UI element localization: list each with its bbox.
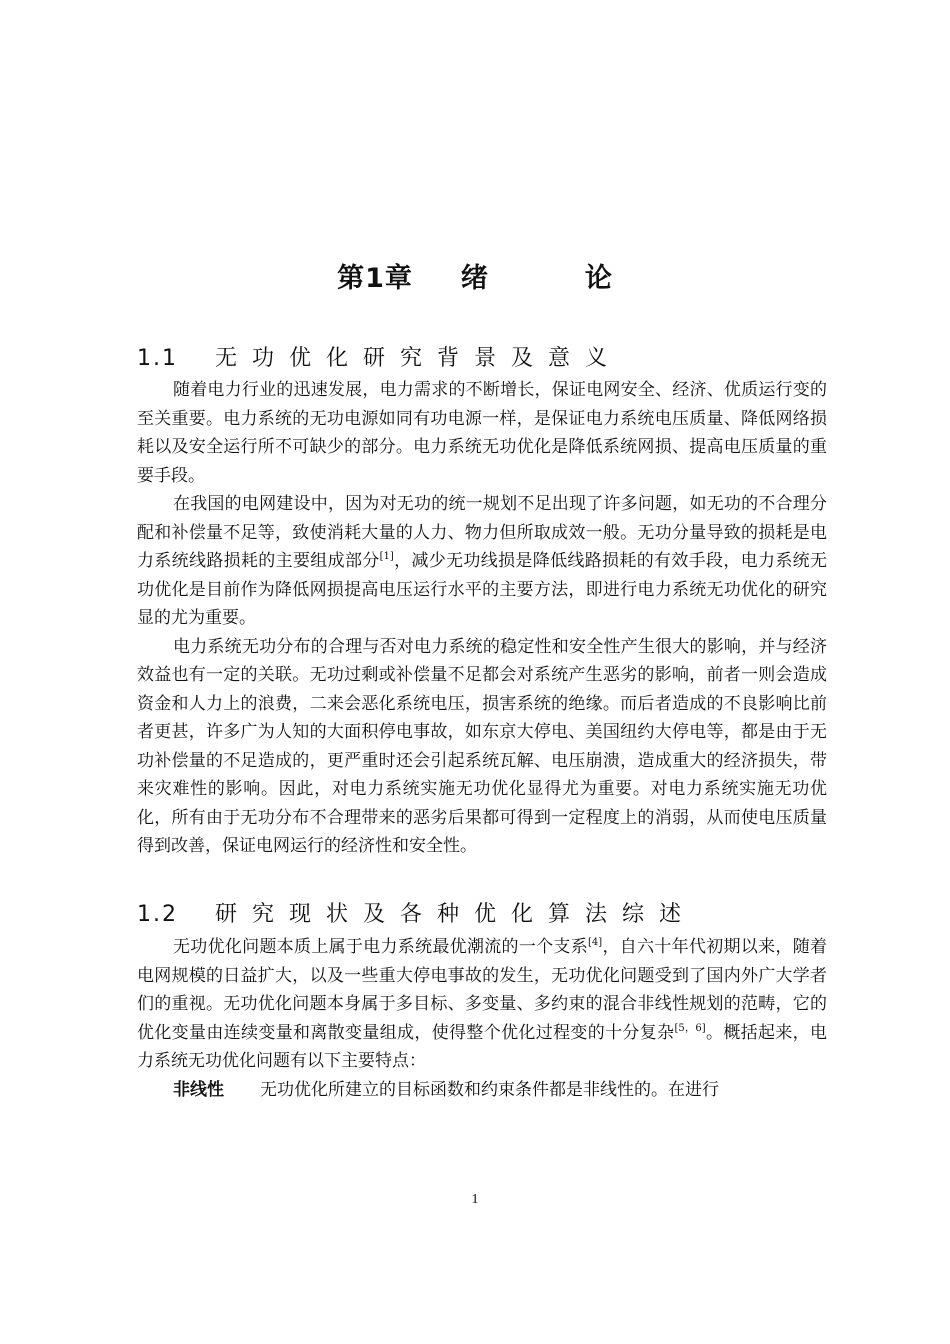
section-1-2-body (137, 933, 827, 1104)
chapter-number: 1 (365, 263, 385, 294)
chapter-title-part1: 绪 (460, 263, 489, 294)
paragraph: 在我国的电网建设中，因为对无功的统一规划不足出现了许多问题，如无功的不合理分配和补偿量不足等，致使消耗大量的人力、物力但所取成效一般。无功分量导致的损耗是电力系统线路损耗的主要组成部分[1]，减少无功线损是降低线路损耗的有效手段，电力系统无功优化是目前作为降低网损提高电压运行水平的主要方法，即进行电力系统无功优化的研究显的尤为重要。 (137, 494, 828, 628)
chapter-title (0, 256, 950, 295)
chapter-label: 第 (337, 263, 366, 294)
citation: [1] (379, 551, 394, 562)
paragraph: 随着电力行业的迅速发展，电力需求的不断增长，保证电网安全、经济、优质运行变的至关重要。电力系统的无功电源如同有功电源一样，是保证电力系统电压质量、降低网络损耗以及安全运行所不可缺少的部分。电力系统无功优化是降低系统网损、提高电压质量的重要手段。 (137, 380, 827, 486)
section-heading-1-2 (137, 897, 696, 928)
chapter-suffix: 章 (384, 263, 413, 294)
section-number: 1.2 (137, 902, 178, 927)
paragraph: 无功优化问题本质上属于电力系统最优潮流的一个支系[4]，自六十年代初期以来，随着电网规模的日益扩大，以及一些重大停电事故的发生，无功优化问题受到了国内外广大学者们的重视。无功优化问题本身属于多目标、多变量、多约束的混合非线性规划的范畴，它的优化变量由连续变量和离散变量组成，使得整个优化过程变的十分复杂[5，6]。概括起来，电力系统无功优化问题有以下主要特点： (137, 937, 828, 1071)
page-number: 1 (471, 1192, 479, 1207)
citation: [5，6] (674, 1022, 706, 1034)
section-1-1-body (137, 376, 827, 861)
section-title: 研究现状及各种优化算法综述 (215, 902, 697, 927)
chapter-title-part2: 论 (584, 263, 613, 294)
feature-item (137, 1076, 827, 1105)
section-title: 无功优化研究背景及意义 (215, 346, 623, 371)
section-heading-1-1 (137, 341, 622, 372)
feature-term: 非线性 (173, 1079, 224, 1100)
feature-text: 无功优化所建立的目标函数和约束条件都是非线性的。在进行 (260, 1079, 719, 1100)
citation: [4] (588, 937, 603, 948)
paragraph: 电力系统无功分布的合理与否对电力系统的稳定性和安全性产生很大的影响，并与经济效益也有一定的关联。无功过剩或补偿量不足都会对系统产生恶劣的影响，前者一则会造成资金和人力上的浪费，二来会恶化系统电压，损害系统的绝缘。而后者造成的不良影响比前者更甚，许多广为人知的大面积停电事故，如东京大停电、美国纽约大停电等，都是由于无功补偿量的不足造成的，更严重时还会引起系统瓦解、电压崩溃，造成重大的经济损失，带来灾难性的影响。因此，对电力系统实施无功优化显得尤为重要。对电力系统实施无功优化，所有由于无功分布不合理带来的恶劣后果都可得到一定程度上的消弱，从而使电压质量得到改善，保证电网运行的经济性和安全性。 (137, 636, 827, 856)
section-number: 1.1 (137, 346, 178, 371)
